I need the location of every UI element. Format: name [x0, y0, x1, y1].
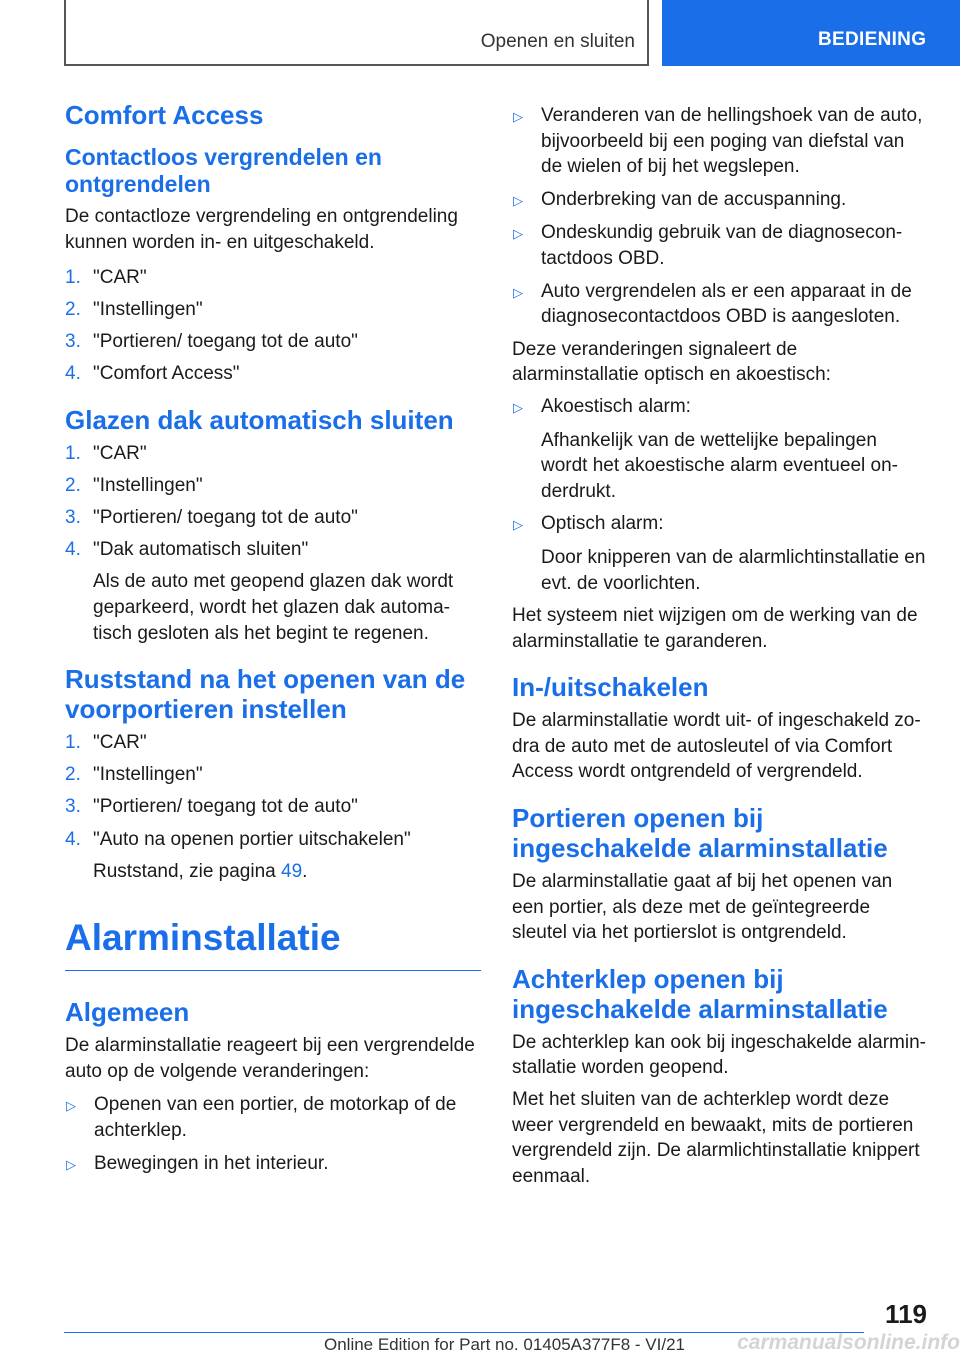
- bullets-changes-cont: [512, 103, 928, 330]
- list-item: 2. "Instellingen": [65, 475, 203, 497]
- list-item: 1. "CAR": [65, 443, 147, 465]
- list-item: ▷ Veranderen van de hellingshoek van de auto, bijvoorbeeld bij een poging van diefstal van de wielen of bij het wegslepen.: [512, 103, 928, 180]
- acoustic-text: Afhankelijk van de wettelijke bepalingen wordt het akoestische alarm eventueel on‐derdrukt.: [541, 429, 898, 502]
- triangle-bullet-icon: ▷: [513, 192, 523, 208]
- tailgate-text-2: Met het sluiten van de achterklep wordt deze weer vergrendeld en bewaakt, mits de portieren vergrendeld zijn. De alarmlichtinstallatie knippert eenmaal.: [512, 1089, 920, 1187]
- bullets-changes: [65, 1092, 481, 1177]
- header-section-box: [64, 0, 649, 66]
- list-item: 2. "Instellingen": [65, 299, 203, 321]
- triangle-bullet-icon: ▷: [66, 1098, 76, 1114]
- triangle-bullet-icon: ▷: [513, 284, 523, 300]
- triangle-bullet-icon: ▷: [513, 399, 523, 415]
- triangle-bullet-icon: ▷: [513, 109, 523, 124]
- contactless-text: De contactloze vergrendeling en ontgrendeling kunnen worden in- en uitgeschakeld.: [65, 206, 458, 253]
- heading-alarm-system: Alarminstallatie: [65, 916, 481, 971]
- list-item: ▷ Auto vergrendelen als er een apparaat in de diagnosecontactdoos OBD is aangesloten.: [512, 279, 928, 330]
- list-item: 3. "Portieren/ toegang tot de auto": [65, 796, 358, 818]
- general-text: De alarminstallatie reageert bij een vergrendelde auto op de volgende veranderingen:: [65, 1035, 475, 1082]
- heading-tailgate-open: Achterklep openen bij ingeschakelde alarminstallatie: [512, 963, 888, 1024]
- heading-contactless: Contactloos vergrendelen en ontgrendelen: [65, 144, 382, 197]
- page-number: 119: [885, 1299, 927, 1329]
- triangle-bullet-icon: ▷: [66, 1156, 76, 1172]
- steps-list-comfort: [65, 265, 481, 387]
- heading-general: Algemeen: [65, 997, 190, 1028]
- triangle-bullet-icon: ▷: [513, 517, 523, 533]
- right-column: [512, 103, 928, 1195]
- steps-list-roof: [65, 441, 481, 563]
- list-item: 1. "CAR": [65, 732, 147, 754]
- list-item: ▷ Bewegingen in het interieur.: [65, 1151, 481, 1178]
- left-column: [65, 100, 481, 1184]
- triangle-bullet-icon: ▷: [513, 226, 523, 242]
- heading-on-off: In-/uitschakelen: [512, 672, 709, 703]
- list-item: 1. "CAR": [65, 267, 147, 289]
- header-chapter-tab: BEDIENING: [662, 0, 960, 66]
- list-item: ▷ Openen van een portier, de motorkap of de achterklep.: [65, 1092, 481, 1143]
- list-item: ▷ Ondeskundig gebruik van de diagnosecon‐tactdoos OBD.: [512, 220, 928, 271]
- list-item: 3. "Portieren/ toegang tot de auto": [65, 331, 358, 353]
- page-link-49[interactable]: 49: [281, 860, 303, 882]
- onoff-text: De alarminstallatie wordt uit- of ingeschakeld zo‐dra de auto met de autosleutel of via Comfort Access wordt ontgrendeld of vergrendeld.: [512, 710, 921, 783]
- list-item: 4. "Auto na openen portier uitschakelen": [65, 828, 411, 850]
- list-item: 2. "Instellingen": [65, 764, 203, 786]
- signal-text: Deze veranderingen signaleert de alarminstallatie optisch en akoestisch:: [512, 338, 831, 386]
- system-text: Het systeem niet wijzigen om de werking van de alarminstallatie te garanderen.: [512, 605, 918, 652]
- list-item: 4. "Comfort Access": [65, 363, 240, 385]
- optical-text: Door knipperen van de alarmlichtinstallatie en evt. de voorlichten.: [541, 546, 926, 594]
- heading-rest-state: Ruststand na het openen van de voorportieren instellen: [65, 664, 466, 725]
- heading-roof-close: Glazen dak automatisch sluiten: [65, 405, 454, 436]
- list-item: ▷ Akoestisch alarm:: [512, 394, 928, 421]
- list-item: ▷ Onderbreking van de accuspanning.: [512, 187, 928, 214]
- list-item: 4. "Dak automatisch sluiten": [65, 539, 309, 561]
- watermark: carmanualsonline.info: [737, 1331, 960, 1354]
- header-section-title: Openen en sluiten: [480, 31, 635, 52]
- heading-doors-open: Portieren openen bij ingeschakelde alarminstallatie: [512, 803, 888, 864]
- roof-note: Als de auto met geopend glazen dak wordt geparkeerd, wordt het glazen dak automa‐tisch gesloten als het begint te regenen.: [93, 571, 454, 644]
- list-item: ▷ Optisch alarm:: [512, 511, 928, 538]
- tailgate-text-1: De achterklep kan ook bij ingeschakelde alarmin‐stallatie worden geopend.: [512, 1031, 927, 1079]
- rest-note: Ruststand, zie pagina 49.: [93, 860, 308, 882]
- steps-list-rest: [65, 730, 481, 852]
- heading-comfort-access: Comfort Access: [65, 100, 264, 130]
- footer-edition: Online Edition for Part no. 01405A377F8 - VI/21: [323, 1335, 685, 1354]
- list-item: 3. "Portieren/ toegang tot de auto": [65, 507, 358, 529]
- doors-text: De alarminstallatie gaat af bij het openen van een portier, als deze met de geïntegreerde sleutel via het portierslot is ontgrendeld.: [512, 871, 893, 944]
